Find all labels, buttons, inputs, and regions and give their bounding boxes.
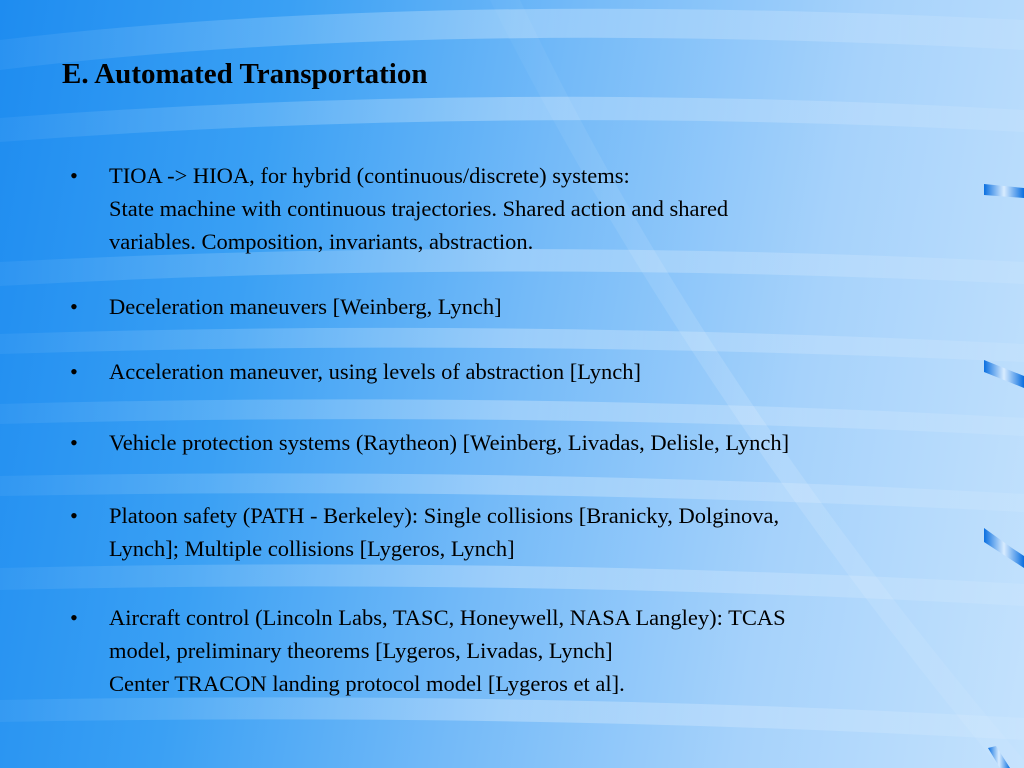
bullet-marker: • xyxy=(70,503,78,528)
bullet-text xyxy=(109,499,989,565)
bullet-line: Center TRACON landing protocol model [Lygeros et al]. xyxy=(109,671,625,696)
bullet-marker: • xyxy=(70,605,78,630)
bullet-line: Lynch]; Multiple collisions [Lygeros, Lynch] xyxy=(109,536,515,561)
slide-title: E. Automated Transportation xyxy=(62,58,428,90)
bullet-text xyxy=(109,426,989,459)
bullet-marker: • xyxy=(70,359,78,384)
bullet-line: variables. Composition, invariants, abstraction. xyxy=(109,229,534,254)
bullet-line: Platoon safety (PATH - Berkeley): Single collisions [Branicky, Dolginova, xyxy=(109,503,780,528)
bullet-line: Vehicle protection systems (Raytheon) [Weinberg, Livadas, Delisle, Lynch] xyxy=(109,430,790,455)
bullet-marker: • xyxy=(70,430,78,455)
bullet-line: Acceleration maneuver, using levels of abstraction [Lynch] xyxy=(109,359,642,384)
bullet-marker: • xyxy=(70,294,78,319)
bullet-text xyxy=(109,159,989,258)
bullet-text xyxy=(109,601,989,700)
bullet-line: TIOA -> HIOA, for hybrid (continuous/discrete) systems: xyxy=(109,163,630,188)
bullet-line: Aircraft control (Lincoln Labs, TASC, Honeywell, NASA Langley): TCAS xyxy=(109,605,786,630)
bullet-line: model, preliminary theorems [Lygeros, Livadas, Lynch] xyxy=(109,638,613,663)
bullet-line: Deceleration maneuvers [Weinberg, Lynch] xyxy=(109,294,502,319)
bullet-line: State machine with continuous trajectories. Shared action and shared xyxy=(109,196,729,221)
bullet-text xyxy=(109,290,989,323)
bullet-text xyxy=(109,355,989,388)
bullet-marker: • xyxy=(70,163,78,188)
